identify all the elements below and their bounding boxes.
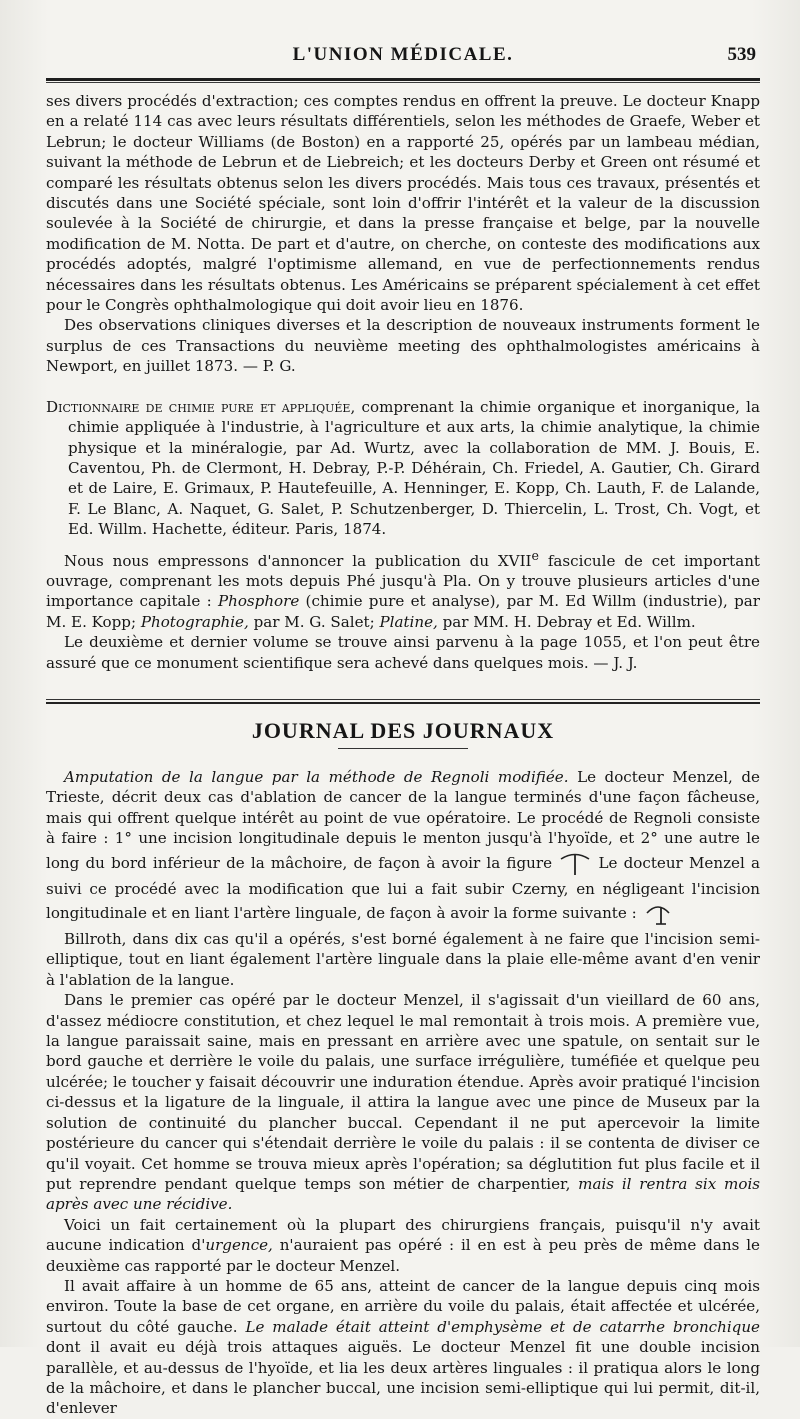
dictionary-body: comprenant la chimie organique et inorganique, la chimie appliquée à l'industrie, à l'agriculture et aux arts, la chimie analytique, la chimie physique et la minéralogie, par Ad. Wurtz, avec la collaboration de MM. J. Bouis, E. Caventou, Ph. de Clermont, H. Debray, P.-P. Déhérain, Ch. Friedel, A. Gautier, Ch. Girard et de Laire, E. Grimaux, P. Hautefeuille, A. Henninger, E. Kopp, Ch. Lauth, F. de Lalande, F. Le Blanc, A. Naquet, G. Salet, P. Schutzenberger, D. Thiercelin, L. Trost, Ch. Vogt, et Ed. Willm. Hachette, éditeur. Paris, 1874. [68,397,760,539]
section-divider [46,699,760,704]
text-segment: fascicule de cet important ouvrage, comprenant les mots depuis Phé jusqu'à Pla. On y trouve plusieurs articles d'une importance capitale : [46,551,760,611]
italic-phrase: Le malade était atteint d'emphysème et de catarrhe bronchique [245,1317,760,1336]
header-rule [46,78,760,81]
incision-figure-1 [558,849,592,879]
italic-term: Platine, [379,612,438,631]
text-segment: Le docteur Menzel a suivi ce procédé avec la modification que lui a fait subir Czerny, en négligeant l'incision longitudinale et en liant l'artère linguale, de façon à avoir la forme suivante : [46,853,760,923]
review-paragraph-1: ses divers procédés d'extraction; ces comptes rendus en offrent la preuve. Le docteur Knapp en a relaté 114 cas avec leurs résultats différentiels, selon les méthodes de Graefe, Weber et Lebrun; le docteur Williams (de Boston) en a rapporté 25, opérés par un lambeau médian, suivant la méthode de Lebrun et de Liebreich; et les docteurs Derby et Green ont résumé et comparé les résultats obtenus selon les divers procédés. Mais tous ces travaux, présentés et discutés dans une Société spéciale, sont loin d'offrir l'intérêt et la valeur de la discussion soulevée à la Société de chirurgie, et dans la presse française et belge, par la nouvelle modification de M. Notta. De part et d'autre, on cherche, on conteste des modifications aux procédés adoptés, malgré l'optimisme allemand, en vue de perfectionnements rendus nécessaires dans les résultats obtenus. Les Américains se préparent spécialement à cet effet pour le Congrès ophthalmologique qui doit avoir lieu en 1876. [46,92,760,315]
text-segment: n'auraient pas opéré : il en est à peu près de même dans le deuxième cas rapporté par le docteur Menzel. [46,1236,760,1275]
text-segment: Le docteur Menzel, de Trieste, décrit deux cas d'ablation de cancer de la langue terminés d'une façon fâcheuse, mais qui offrent quelque intérêt au point de vue opératoire. Le procédé de Regnoli consiste à faire : 1° une incision longitudinale depuis le menton jusqu'à l'hyoïde, et 2° une autre le long du bord inférieur de la mâchoire, de façon à avoir la figure [46,768,760,872]
incision-figure-2 [642,899,676,929]
running-title: L'UNION MÉDICALE. [292,44,514,65]
article-title: Amputation de la langue par la méthode de Regnoli modifiée. [64,768,569,786]
dictionary-entry [46,397,760,540]
divider-line [46,702,760,704]
text-segment: dont il avait eu déjà trois attaques aiguës. Le docteur Menzel fit une double incision parallèle, et au-dessus de l'hyoïde, et lia les deux artères linguales : il pratiqua alors le long de la mâchoire, et dans le plancher buccal, une incision semi-elliptique qui lui permit, dit-il, d'enlever [46,1338,760,1418]
article-paragraph-1 [46,767,760,929]
italic-term: Photographie, [140,612,249,631]
dictionary-title: Dictionnaire de chimie pure et appliquée, [46,397,356,416]
article-paragraph-4 [46,1215,760,1276]
italic-phrase: urgence, [205,1236,273,1255]
page-number: 539 [727,44,756,65]
text-segment: (chimie pure et analyse), par M. Ed Willm (industrie), par M. E. Kopp; [46,592,760,631]
header-rule-thin [46,82,760,83]
dictionary-paragraph-2: Le deuxième et dernier volume se trouve ainsi parvenu à la page 1055, et l'on peut être assuré que ce monument scientifique sera achevé dans quelques mois. — J. J. [46,633,760,672]
article-paragraph-2: Billroth, dans dix cas qu'il a opérés, s'est borné également à ne faire que l'incision semi-elliptique, tout en liant également l'artère linguale dans la plaie elle-même avant d'en venir à l'ablation de la langue. [46,930,760,989]
section-title-rule [338,748,468,749]
text-segment: Nous nous empressons d'annoncer la publication du XVII [64,551,532,570]
review-paragraph-2: Des observations cliniques diverses et la description de nouveaux instruments forment le surplus de ces Transactions du neuvième meeting des ophthalmologistes américains à Newport, en juillet 1873. — P. G. [46,316,760,376]
dictionary-paragraph-1 [46,546,760,633]
text-segment: par MM. H. Debray et Ed. Willm. [437,612,696,631]
text-segment: par M. G. Salet; [248,612,380,631]
page-header [46,44,760,78]
section-title: JOURNAL DES JOURNAUX [251,718,555,743]
italic-phrase: mais il rentra six mois après avec une récidive. [46,1174,761,1214]
text-segment: Dans le premier cas opéré par le docteur Menzel, il s'agissait d'un vieillard de 60 ans, d'assez médiocre constitution, et chez lequel le mal remontait à trois mois. A première vue, la langue paraissait saine, mais en pressant en arrière avec une spatule, on sentait sur le bord gauche et derrière le voile du palais, une surface irrégulière, tuméfiée et quelque peu ulcérée; le toucher y faisait découvrir une induration étendue. Après avoir pratiqué l'incision ci-dessus et la ligature de la linguale, il attira la langue avec une pince de Museux par la solution de continuité du plancher buccal. Cependant il ne put apercevoir la limite postérieure du cancer qui s'étendait derrière le voile du palais : il se contenta de diviser ce qu'il voyait. Cet homme se trouva mieux après l'opération; sa déglutition fut plus facile et il put reprendre pendant quelque temps son métier de charpentier, [46,991,760,1193]
article-paragraph-5 [46,1276,760,1419]
divider-line [46,699,760,700]
text-segment: Il avait affaire à un homme de 65 ans, atteint de cancer de la langue depuis cinq mois environ. Toute la base de cet organe, en arrière du voile du palais, était affectée et ulcérée, surtout du côté gauche. [46,1276,760,1336]
italic-term: Phosphore [217,592,300,611]
superscript: e [531,547,539,563]
article-paragraph-3 [46,990,760,1214]
text-segment: Voici un fait certainement où la plupart des chirurgiens français, puisqu'il n'y avait aucune indication d' [46,1215,760,1255]
